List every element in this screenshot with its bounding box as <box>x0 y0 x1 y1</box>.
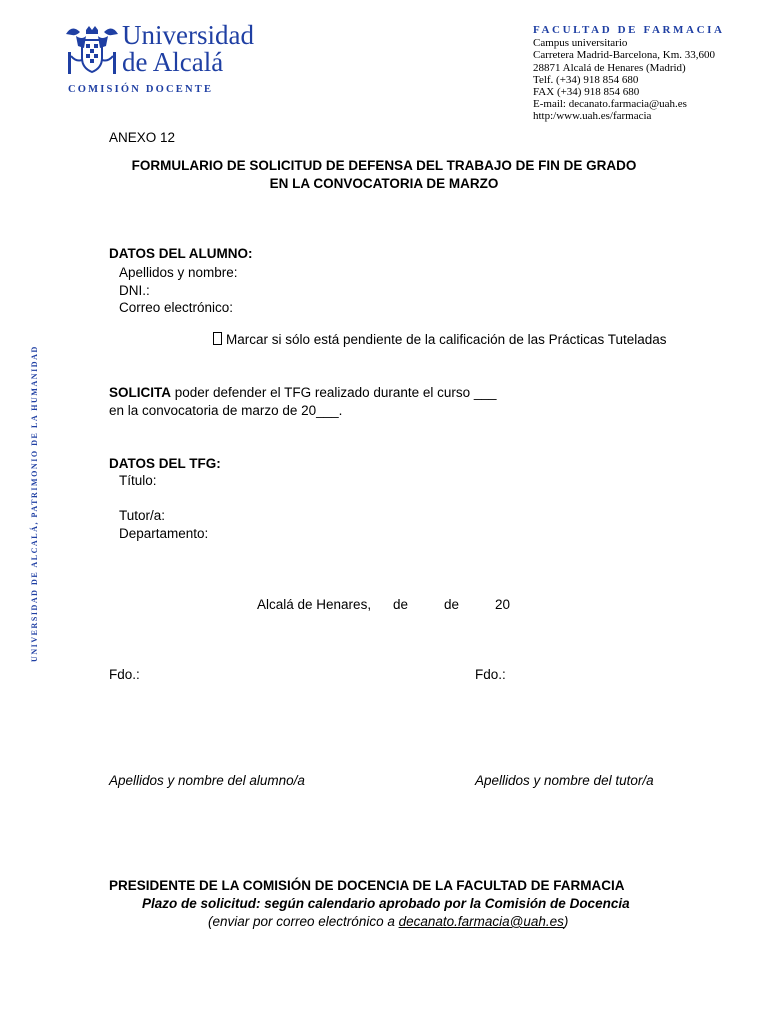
send-prefix: (enviar por correo electrónico a <box>208 914 399 929</box>
contact-line: http:/www.uah.es/farmacia <box>533 110 652 123</box>
side-heritage-text: UNIVERSIDAD DE ALCALÁ, PATRIMONIO DE LA HUMANIDAD <box>30 345 39 662</box>
form-title-line2: EN LA CONVOCATORIA DE MARZO <box>269 176 499 191</box>
request-keyword: SOLICITA <box>109 385 171 400</box>
practicas-checkbox-row[interactable] <box>213 332 666 347</box>
request-line1-text: poder defender el TFG realizado durante el curso ___ <box>171 385 497 400</box>
student-dni-label: DNI.: <box>119 283 150 298</box>
student-signature-caption: Apellidos y nombre del alumno/a <box>109 773 305 788</box>
contact-line: Campus universitario <box>533 37 628 50</box>
request-line2: en la convocatoria de marzo de 20___. <box>109 403 343 418</box>
request-line1 <box>109 385 496 400</box>
send-instruction-line <box>208 914 568 929</box>
send-suffix: ) <box>563 914 569 929</box>
student-signature-label: Fdo.: <box>109 667 140 682</box>
university-name <box>122 22 254 76</box>
send-email-link[interactable]: decanato.farmacia@uah.es <box>398 914 564 929</box>
contact-line: FAX (+34) 918 854 680 <box>533 86 640 99</box>
student-email-label: Correo electrónico: <box>119 300 234 315</box>
tutor-signature-caption: Apellidos y nombre del tutor/a <box>475 773 654 788</box>
faculty-name: FACULTAD DE FARMACIA <box>533 24 725 36</box>
tutor-signature-label: Fdo.: <box>475 667 506 682</box>
date-de-1: de <box>393 597 409 612</box>
comision-docente-label: COMISIÓN DOCENTE <box>68 84 214 95</box>
annex-label: ANEXO 12 <box>109 130 176 145</box>
tfg-tutor-label: Tutor/a: <box>119 508 166 523</box>
tfg-department-label: Departamento: <box>119 526 209 541</box>
university-name-line1: Universidad <box>122 20 254 50</box>
date-place: Alcalá de Henares, <box>257 597 372 612</box>
university-name-line2: de Alcalá <box>122 47 224 77</box>
tfg-section-heading: DATOS DEL TFG: <box>109 456 221 471</box>
practicas-checkbox-label: Marcar si sólo está pendiente de la calificación de las Prácticas Tuteladas <box>226 332 667 347</box>
tfg-title-label: Título: <box>119 473 157 488</box>
contact-line: Telf. (+34) 918 854 680 <box>533 73 639 86</box>
student-name-label: Apellidos y nombre: <box>119 265 238 280</box>
practicas-checkbox[interactable] <box>213 332 222 345</box>
student-section-heading: DATOS DEL ALUMNO: <box>109 246 253 261</box>
form-title-line1: FORMULARIO DE SOLICITUD DE DEFENSA DEL TRABAJO DE FIN DE GRADO <box>131 158 637 173</box>
date-year: 20 <box>495 597 511 612</box>
addressee-line: PRESIDENTE DE LA COMISIÓN DE DOCENCIA DE LA FACULTAD DE FARMACIA <box>109 878 625 893</box>
date-de-2: de <box>444 597 460 612</box>
university-crest-icon <box>62 22 122 80</box>
faculty-contact-block <box>533 24 725 123</box>
contact-line: Carretera Madrid-Barcelona, Km. 33,600 <box>533 49 716 62</box>
contact-line: E-mail: decanato.farmacia@uah.es <box>533 98 687 111</box>
deadline-line: Plazo de solicitud: según calendario aprobado por la Comisión de Docencia <box>142 896 630 911</box>
contact-line: 28871 Alcalá de Henares (Madrid) <box>533 61 686 74</box>
